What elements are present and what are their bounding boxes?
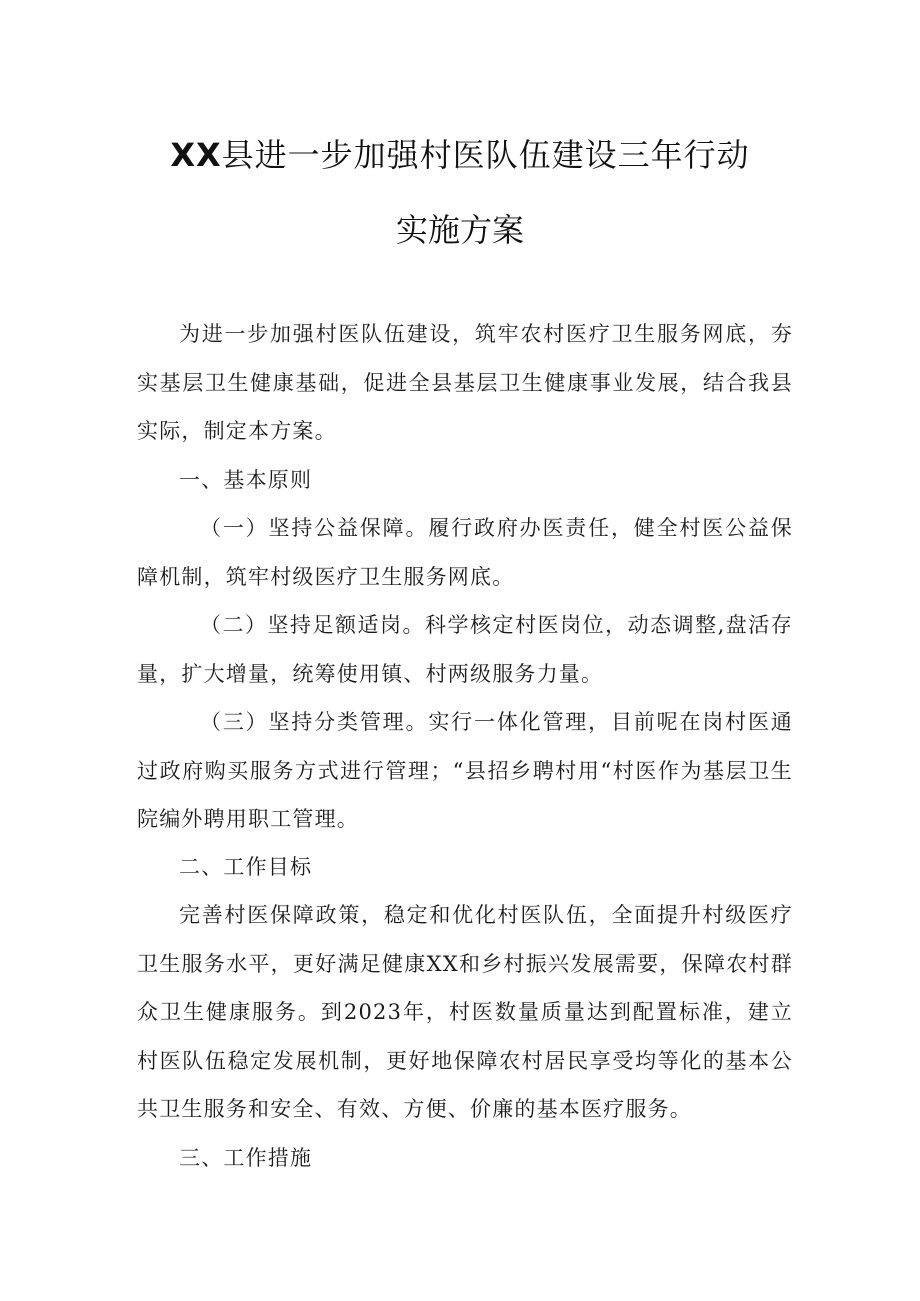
section-2-heading: 二、工作目标	[179, 855, 313, 879]
goal-paragraph: 完善村医保障政策，稳定和优化村医队伍，全面提升村级医疗卫生服务水平，更好满足健康XX和乡村振兴发展需要，保障农村群众卫生健康服务。到2023年，村医数量质量达到配置标准，建立村医队伍稳定发展机制，更好地保障农村居民享受均等化的基本公共卫生服务和安全、有效、方便、价廉的基本医疗服务。	[137, 903, 793, 1121]
principle-1-paragraph: （一）坚持公益保障。履行政府办医责任，健全村医公益保障机制，筑牢村级医疗卫生服务网底。	[137, 516, 793, 589]
principle-3-paragraph: （三）坚持分类管理。实行一体化管理，目前呢在岗村医通过政府购买服务方式进行管理；“县招乡聘村用“村医作为基层卫生院编外聘用职工管理。	[137, 710, 793, 831]
principle-2-paragraph: （二）坚持足额适岗。科学核定村医岗位，动态调整,盘活存量，扩大增量，统筹使用镇、村两级服务力量。	[137, 613, 793, 686]
section-1-heading: 一、基本原则	[179, 468, 313, 492]
title-prefix: XX	[170, 136, 222, 174]
title-line-1-text: 县进一步加强村医队伍建设三年行动	[221, 136, 750, 174]
section-3-heading: 三、工作措施	[179, 1146, 313, 1170]
intro-paragraph: 为进一步加强村医队伍建设，筑牢农村医疗卫生服务网底，夯实基层卫生健康基础，促进全县基层卫生健康事业发展，结合我县实际，制定本方案。	[137, 322, 793, 443]
document-title-line-1	[0, 135, 920, 175]
document-title-line-2: 实施方案	[395, 211, 524, 249]
